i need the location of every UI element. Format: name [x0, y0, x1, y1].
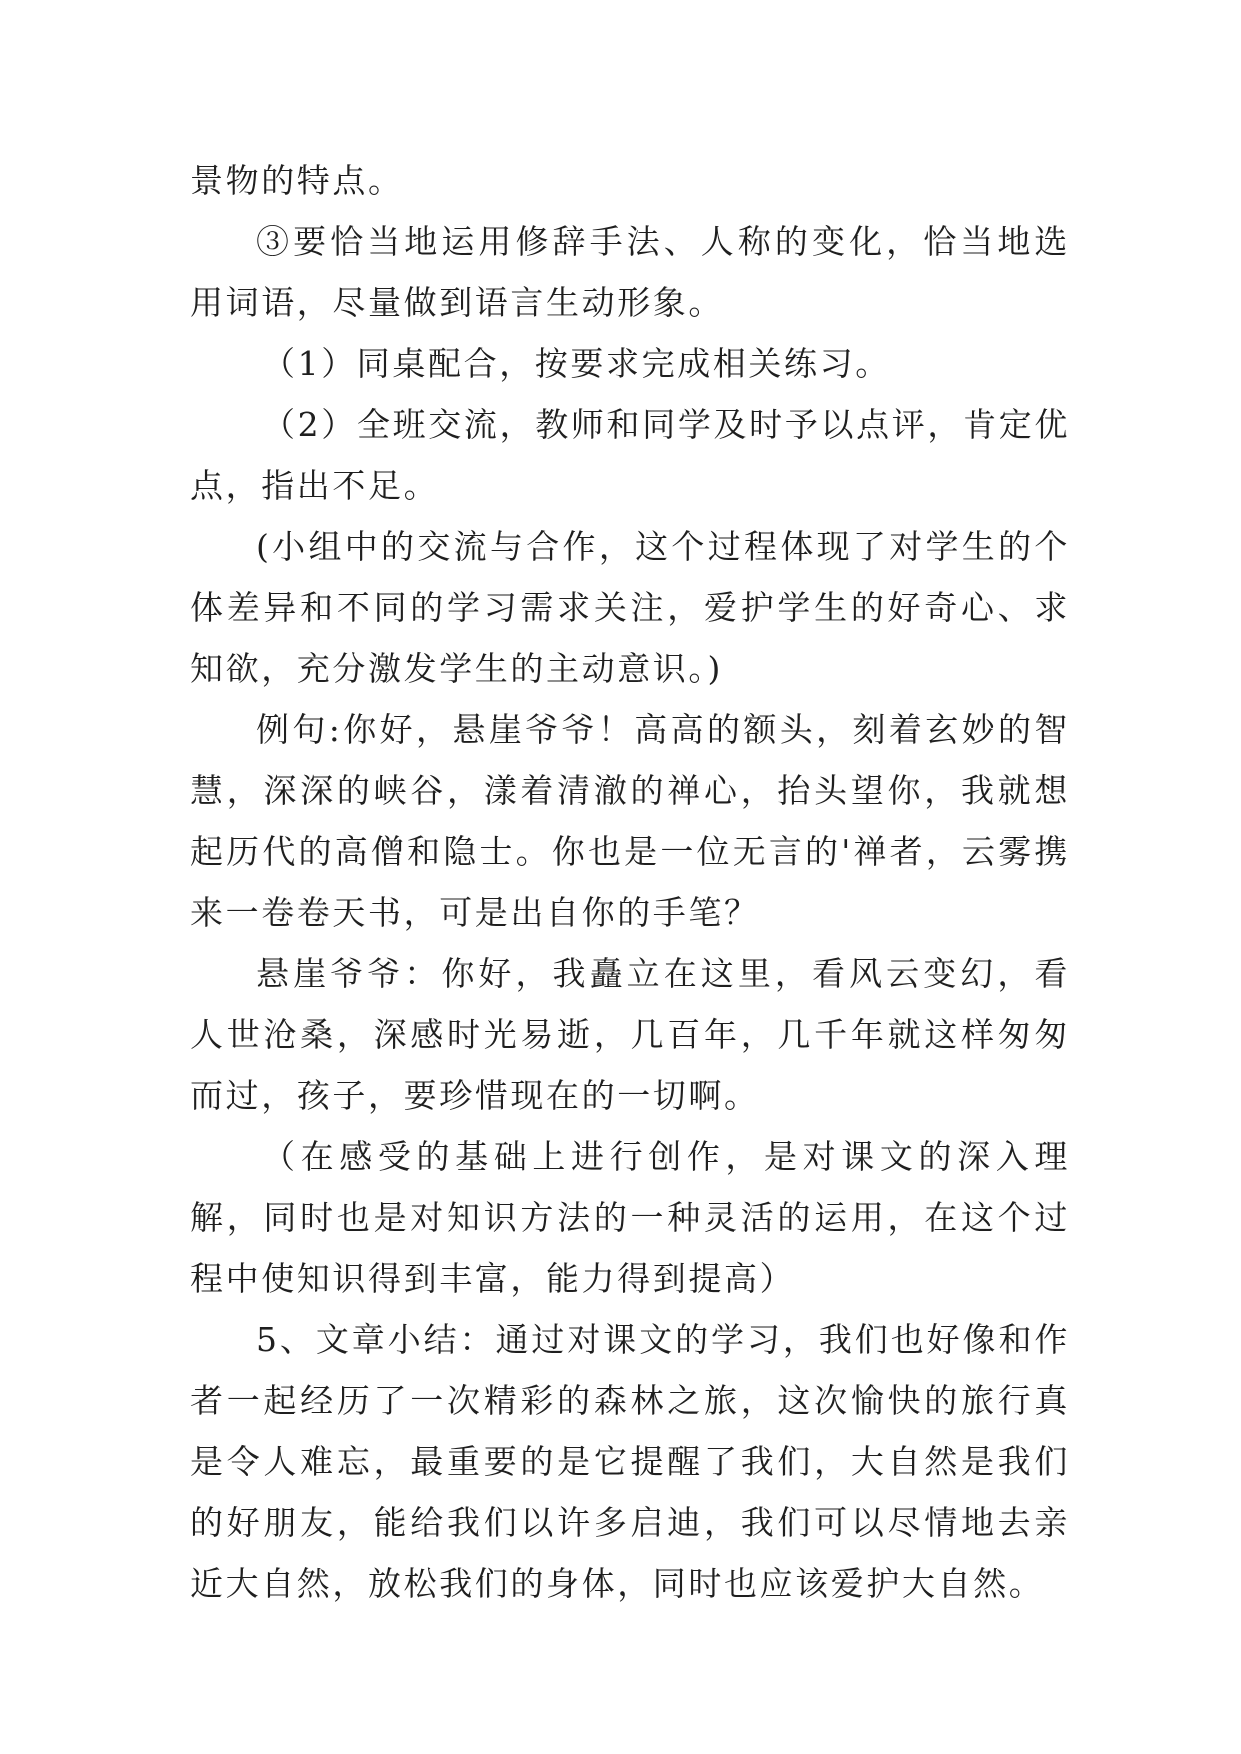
paragraph-3: （1）同桌配合，按要求完成相关练习。	[262, 344, 891, 383]
paragraph-7: 悬崖爷爷：你好，我矗立在这里，看风云变幻，看人世沧桑，深感时光易逝，几百年，几千年就这样匆匆而过，孩子，要珍惜现在的一切啊。	[190, 954, 1070, 1115]
document-page	[190, 150, 1070, 1614]
paragraph-4: （2）全班交流，教师和同学及时予以点评，肯定优点，指出不足。	[190, 405, 1070, 505]
paragraph-9: 5、文章小结：通过对课文的学习，我们也好像和作者一起经历了一次精彩的森林之旅，这次愉快的旅行真是令人难忘，最重要的是它提醒了我们，大自然是我们的好朋友，能给我们以许多启迪，我们可以尽情地去亲近大自然，放松我们的身体，同时也应该爱护大自然。	[190, 1320, 1070, 1603]
paragraph-6: 例句:你好，悬崖爷爷！高高的额头，刻着玄妙的智慧，深深的峡谷，漾着清澈的禅心，抬头望你，我就想起历代的高僧和隐士。你也是一位无言的'禅者，云雾携来一卷卷天书，可是出自你的手笔？	[190, 710, 1070, 932]
paragraph-1: 景物的特点。	[190, 161, 404, 200]
paragraph-5: (小组中的交流与合作，这个过程体现了对学生的个体差异和不同的学习需求关注，爱护学生的好奇心、求知欲，充分激发学生的主动意识。)	[190, 527, 1070, 688]
paragraph-8: （在感受的基础上进行创作，是对课文的深入理解，同时也是对知识方法的一种灵活的运用，在这个过程中使知识得到丰富，能力得到提高）	[190, 1137, 1070, 1298]
paragraph-2: ③要恰当地运用修辞手法、人称的变化，恰当地选用词语，尽量做到语言生动形象。	[190, 222, 1070, 322]
